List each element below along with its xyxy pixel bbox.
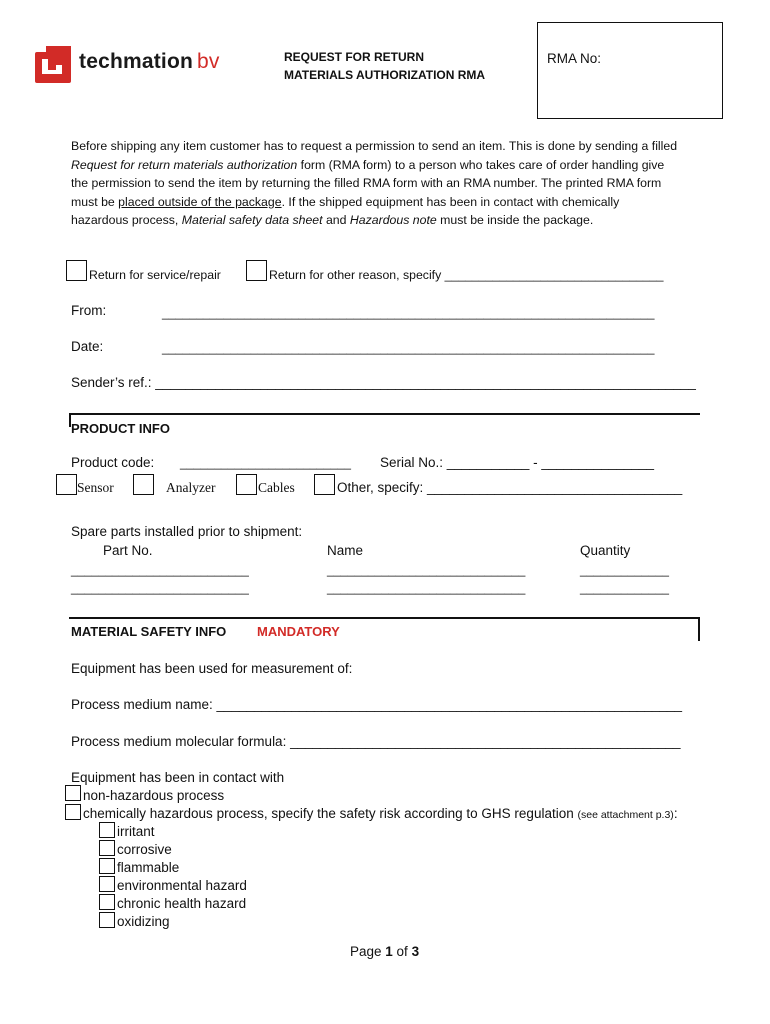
intro-text: hazardous process, — [71, 213, 182, 228]
intro-italic: Hazardous note — [349, 213, 437, 228]
mandatory-label: MANDATORY — [257, 624, 340, 639]
irritant-checkbox[interactable] — [99, 822, 115, 838]
date-label: Date: — [71, 339, 104, 354]
measurement-label: Equipment has been used for measurement of: — [71, 661, 353, 676]
environmental-hazard-checkbox[interactable] — [99, 876, 115, 892]
name-field[interactable]: _____________________________ — [327, 581, 526, 595]
product-code-field[interactable]: _________________________ — [180, 456, 351, 470]
oxidizing-label: oxidizing — [117, 914, 170, 929]
non-hazardous-checkbox[interactable] — [65, 785, 81, 801]
contact-label: Equipment has been in contact with — [71, 770, 285, 785]
quantity-header: Quantity — [580, 543, 631, 558]
intro-line: the permission to send the item by returning the filled RMA form with an RMA number. The printed RMA form — [71, 176, 662, 191]
corrosive-checkbox[interactable] — [99, 840, 115, 856]
return-service-label: Return for service/repair — [89, 268, 221, 282]
intro-underlined: placed outside of the package — [118, 194, 282, 209]
product-code-label: Product code: — [71, 455, 155, 470]
page-of: of — [392, 944, 412, 959]
corrosive-label: corrosive — [117, 842, 172, 857]
intro-text: and — [322, 213, 350, 228]
part-no-header: Part No. — [103, 543, 153, 558]
page-total: 3 — [411, 944, 420, 959]
cables-checkbox[interactable] — [236, 474, 257, 495]
intro-text: must be inside the package. — [436, 213, 594, 228]
other-product-checkbox[interactable] — [314, 474, 335, 495]
logo-text — [79, 50, 220, 74]
logo-suffix: bv — [197, 50, 220, 73]
page-number — [350, 944, 419, 959]
flammable-checkbox[interactable] — [99, 858, 115, 874]
part-no-field[interactable]: __________________________ — [71, 581, 249, 595]
chem-hazardous-checkbox[interactable] — [65, 804, 81, 820]
chem-hazardous-text: chemically hazardous process, specify the safety risk according to GHS regulation — [83, 806, 574, 821]
part-no-field[interactable]: __________________________ — [71, 563, 249, 577]
sensor-checkbox[interactable] — [56, 474, 77, 495]
intro-paragraph — [71, 137, 711, 230]
intro-line: Before shipping any item customer has to request a permission to send an item. This is done by sending a filled — [71, 139, 678, 153]
section-rule — [69, 617, 700, 619]
intro-line — [71, 193, 711, 212]
intro-italic: Request for return materials authorization — [71, 157, 298, 172]
colon: : — [673, 806, 678, 821]
irritant-label: irritant — [117, 824, 155, 839]
other-product-field[interactable]: Other, specify: __________________________________ — [337, 480, 683, 495]
section-rule — [69, 413, 700, 415]
process-medium-field[interactable]: Process medium name: ______________________________________________________________ — [71, 697, 683, 712]
return-service-checkbox[interactable] — [66, 260, 87, 281]
oxidizing-checkbox[interactable] — [99, 912, 115, 928]
company-logo — [35, 46, 71, 83]
from-label: From: — [71, 303, 107, 318]
page-word: Page — [350, 944, 386, 959]
section-rule-right — [698, 617, 700, 641]
name-field[interactable]: _____________________________ — [327, 563, 526, 577]
from-field[interactable]: ________________________________________________________________________ — [162, 306, 655, 320]
analyzer-label: Analyzer — [166, 480, 216, 495]
date-field[interactable]: ________________________________________________________________________ — [162, 341, 655, 355]
intro-line — [71, 211, 711, 230]
senders-ref-field[interactable]: Sender’s ref.: ________________________________________________________________________ — [71, 375, 696, 390]
intro-text: must be — [71, 194, 119, 209]
chronic-health-hazard-label: chronic health hazard — [117, 896, 247, 911]
return-other-checkbox[interactable] — [246, 260, 267, 281]
sensor-label: Sensor — [77, 480, 114, 495]
logo-name: techmation — [79, 50, 194, 73]
rma-number-label: RMA No: — [547, 51, 602, 66]
cables-label: Cables — [258, 480, 295, 495]
intro-italic: Material safety data sheet — [181, 213, 323, 228]
product-info-heading: PRODUCT INFO — [71, 421, 170, 436]
environmental-hazard-label: environmental hazard — [117, 878, 247, 893]
flammable-label: flammable — [117, 860, 180, 875]
intro-text: . If the shipped equipment has been in contact with chemically — [281, 194, 620, 209]
molecular-formula-field[interactable]: Process medium molecular formula: ____________________________________________________ — [71, 734, 681, 749]
chronic-health-hazard-checkbox[interactable] — [99, 894, 115, 910]
non-hazardous-label: non-hazardous process — [83, 788, 225, 803]
serial-number-field[interactable]: Serial No.: ___________ - _______________ — [380, 455, 654, 470]
chem-hazardous-label — [83, 806, 678, 821]
rma-number-box[interactable] — [537, 22, 723, 119]
analyzer-checkbox[interactable] — [133, 474, 154, 495]
name-header: Name — [327, 543, 364, 558]
form-title-line2: MATERIALS AUTHORIZATION RMA — [284, 68, 486, 82]
quantity-field[interactable]: _____________ — [580, 563, 669, 577]
attachment-note: (see attachment p.3) — [577, 809, 674, 821]
intro-text: form (RMA form) to a person who takes care of order handling give — [297, 157, 665, 172]
spare-parts-intro: Spare parts installed prior to shipment: — [71, 524, 303, 539]
intro-line — [71, 156, 711, 175]
return-other-label: Return for other reason, specify ________________________________ — [269, 268, 664, 282]
form-title-line1: REQUEST FOR RETURN — [284, 50, 425, 64]
page-current: 1 — [385, 944, 393, 959]
material-safety-heading: MATERIAL SAFETY INFO — [71, 624, 227, 639]
quantity-field[interactable]: _____________ — [580, 581, 669, 595]
